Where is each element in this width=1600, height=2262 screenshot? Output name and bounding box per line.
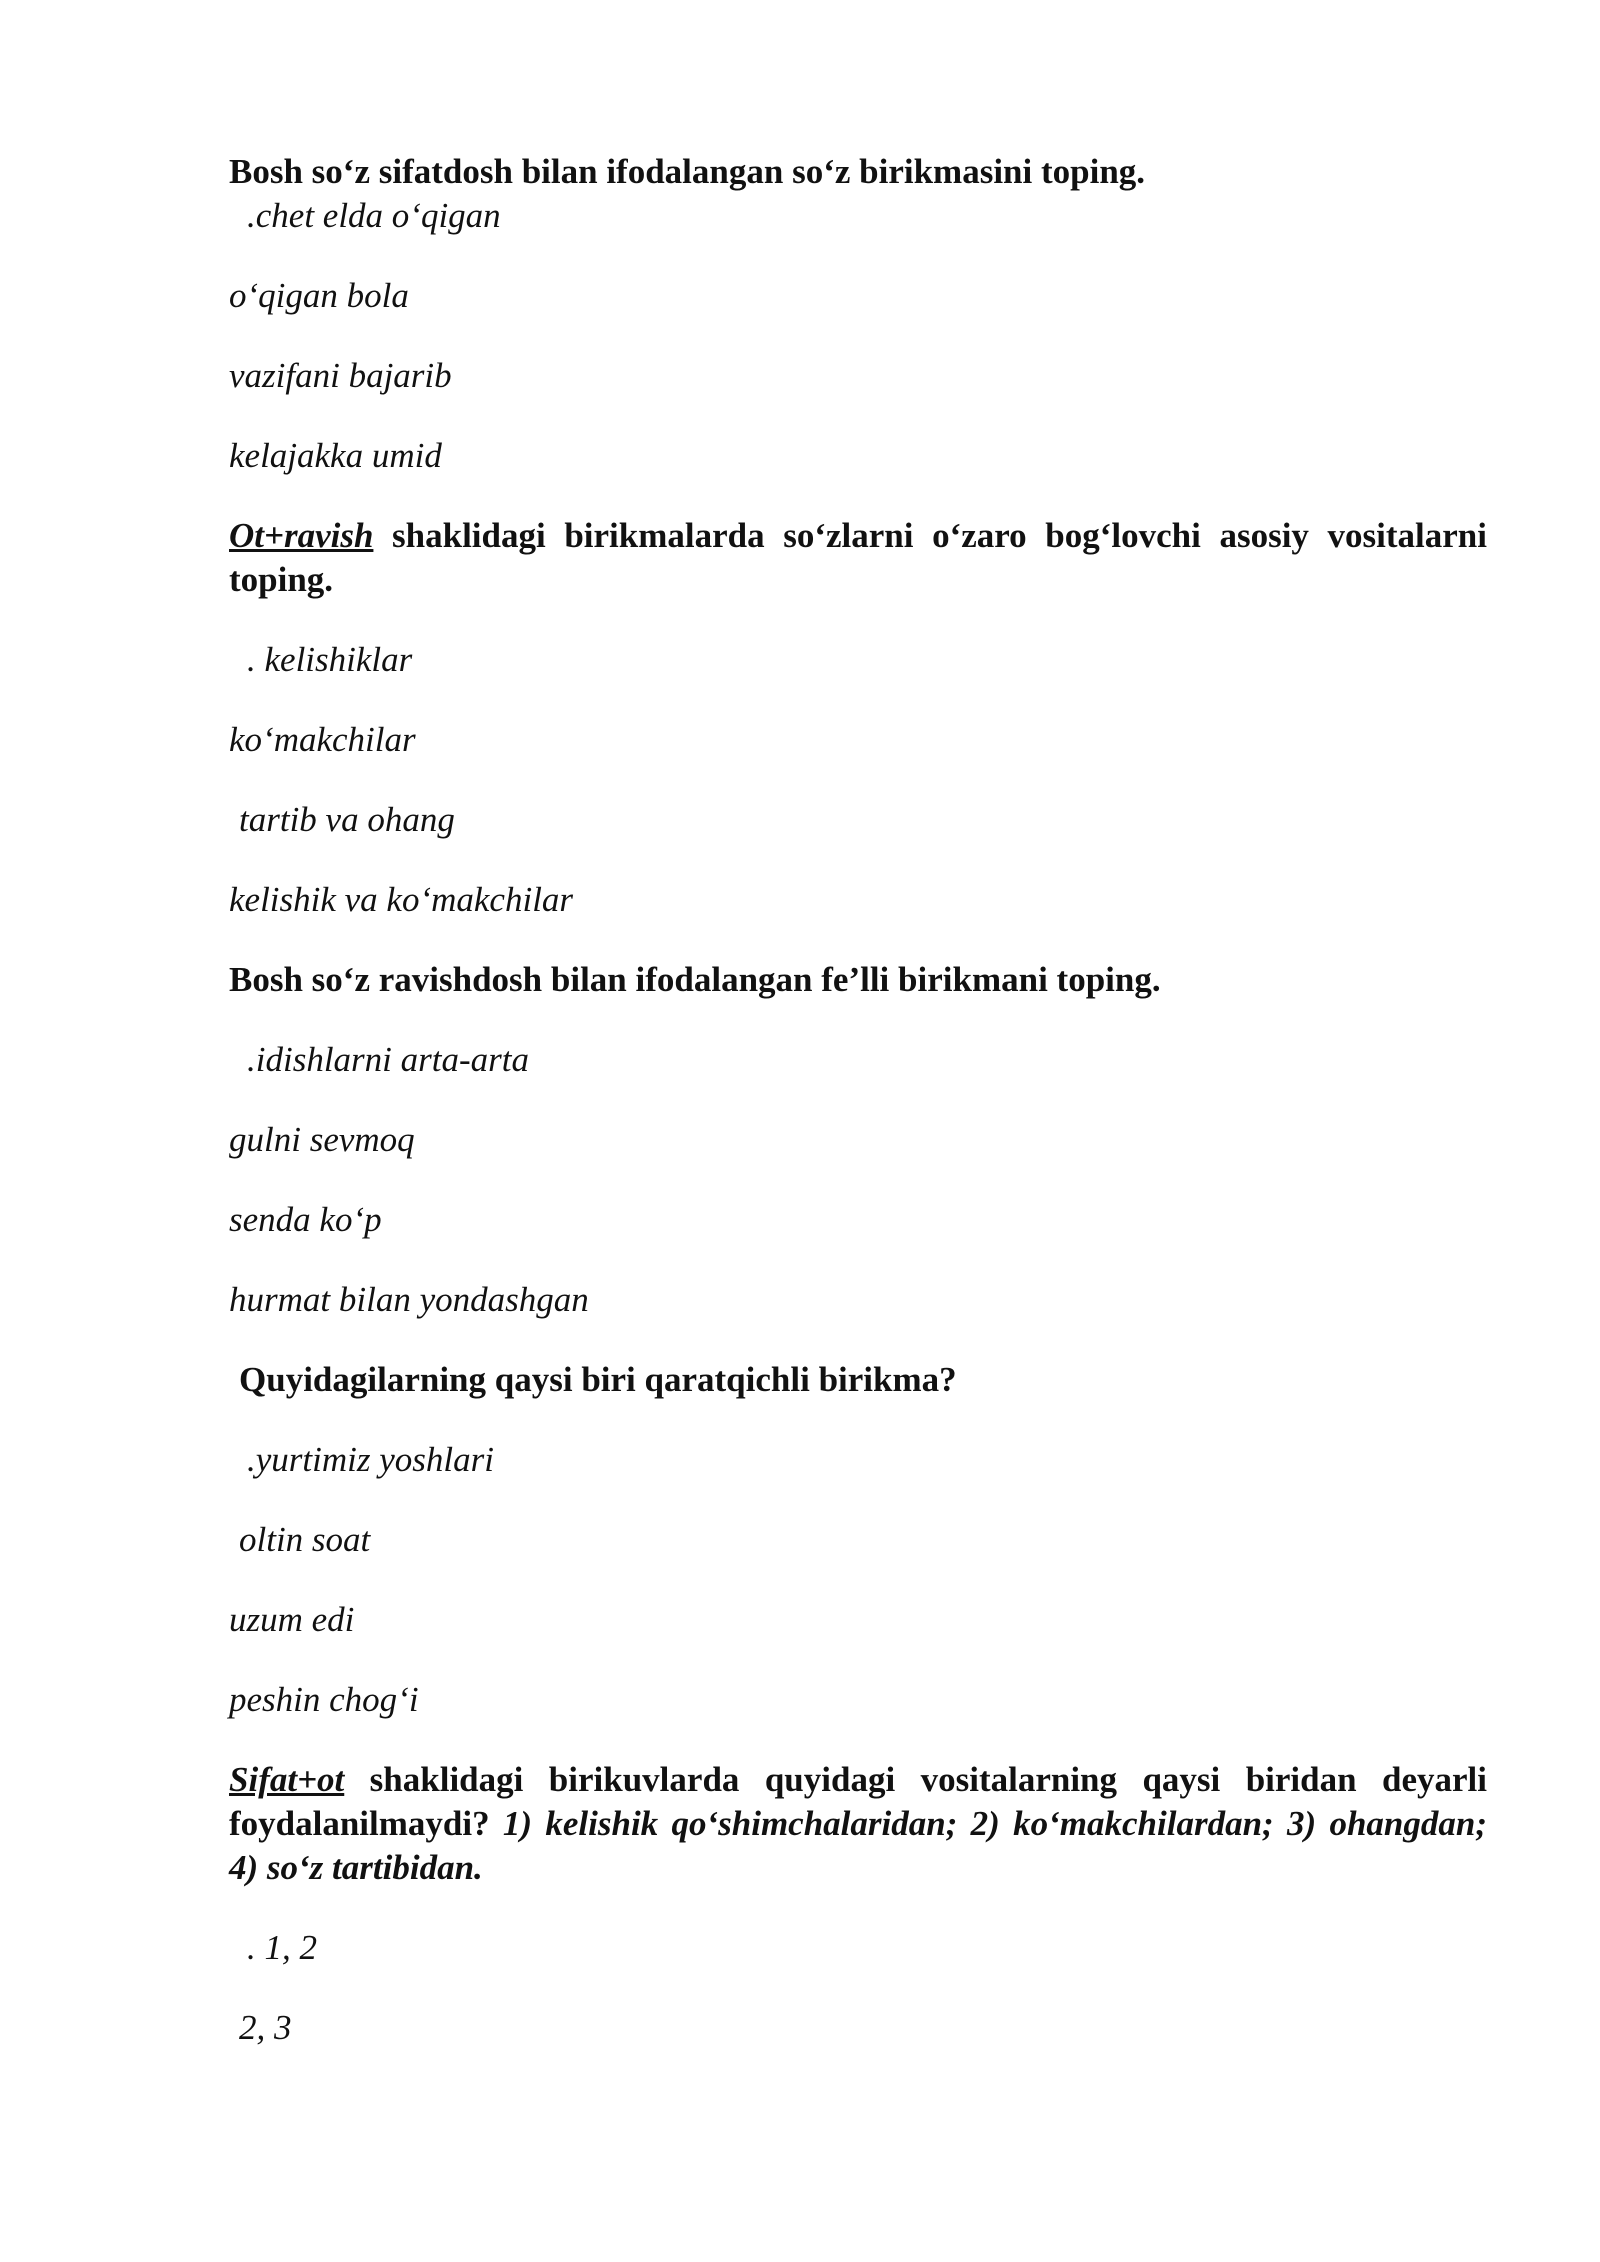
question-2-body: shaklidagi birikmalarda so‘zlarni o‘zaro bog‘lovchi asosiy vositalarni toping. — [229, 516, 1487, 599]
question-4-option-4: peshin chog‘i — [229, 1680, 419, 1719]
question-5-lead: Sifat+ot — [229, 1760, 345, 1799]
question-5-text — [229, 1758, 1487, 1890]
question-3-option-2: gulni sevmoq — [229, 1120, 415, 1159]
question-4-option-2: oltin soat — [239, 1520, 371, 1559]
question-5-italic-tail: 1) kelishik qo‘shimchalaridan; 2) ko‘makchilardan; 3) ohangdan; 4) so‘z tartibidan. — [229, 1804, 1488, 1887]
question-2-text — [229, 514, 1487, 602]
question-2-option-2: ko‘makchilar — [229, 720, 416, 759]
question-2-option-3: tartib va ohang — [239, 800, 455, 839]
question-3-option-1: .idishlarni arta-arta — [247, 1040, 529, 1079]
document-page — [229, 150, 1487, 2050]
question-1-text: Bosh so‘z sifatdosh bilan ifodalangan so‘z birikmasini toping. — [229, 152, 1146, 191]
question-4-option-1: .yurtimiz yoshlari — [247, 1440, 494, 1479]
question-4-text: Quyidagilarning qaysi biri qaratqichli birikma? — [239, 1360, 957, 1399]
question-3-option-3: senda ko‘p — [229, 1200, 382, 1239]
question-1-option-1: .chet elda o‘qigan — [247, 196, 501, 235]
question-1-option-2: o‘qigan bola — [229, 276, 409, 315]
question-5-body: shaklidagi birikuvlarda quyidagi vositalarning qaysi biridan deyarli foydalanilmaydi? — [229, 1760, 1487, 1843]
question-1-option-4: kelajakka umid — [229, 436, 442, 475]
question-4-option-3: uzum edi — [229, 1600, 355, 1639]
question-3-option-4: hurmat bilan yondashgan — [229, 1280, 589, 1319]
question-2-option-1: . kelishiklar — [247, 640, 413, 679]
question-5-option-1: . 1, 2 — [247, 1928, 317, 1967]
question-2-option-4: kelishik va ko‘makchilar — [229, 880, 574, 919]
question-5-option-2: 2, 3 — [239, 2008, 292, 2047]
question-2-lead: Ot+ravish — [229, 516, 374, 555]
question-1-option-3: vazifani bajarib — [229, 356, 452, 395]
question-3-text: Bosh so‘z ravishdosh bilan ifodalangan fe’lli birikmani toping. — [229, 960, 1161, 999]
